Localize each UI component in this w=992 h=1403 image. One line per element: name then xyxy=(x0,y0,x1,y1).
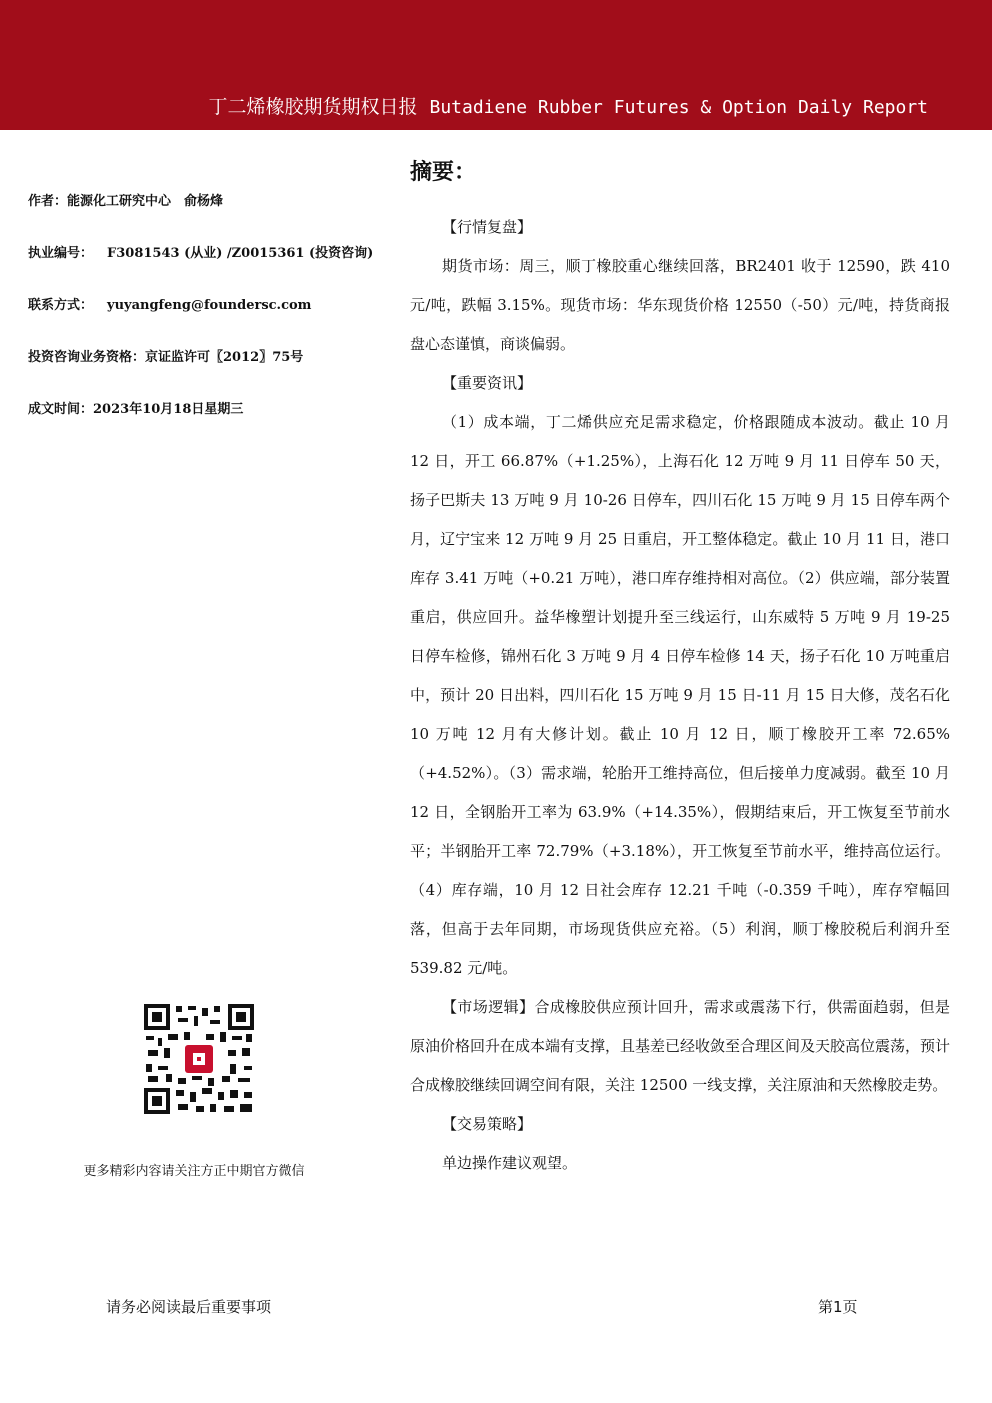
author-value: 能源化工研究中心 俞杨烽 xyxy=(67,194,224,209)
license-label: 执业编号： xyxy=(28,246,94,261)
market-review-heading: 【行情复盘】 xyxy=(442,218,533,236)
qr-code-icon xyxy=(144,1004,254,1114)
date-value: 2023年10月18日星期三 xyxy=(93,402,244,417)
date-label: 成文时间： xyxy=(28,402,94,417)
qr-caption: 更多精彩内容请关注方正中期官方微信 xyxy=(83,1164,305,1179)
author-line xyxy=(28,190,223,209)
market-review-text: 期货市场：周三，顺丁橡胶重心继续回落，BR2401 收于 12590，跌 410 元/吨，跌幅 3.15%。现货市场：华东现货价格 12550（-50）元/吨，持货商报盘心态谨慎，商谈偏弱。 xyxy=(410,257,950,353)
logic-heading: 【市场逻辑】 xyxy=(442,998,535,1016)
contact-email[interactable]: yuyangfeng@foundersc.com xyxy=(107,298,312,313)
strategy-heading: 【交易策略】 xyxy=(442,1115,533,1133)
market-logic-paragraph xyxy=(410,988,950,1105)
report-title-cn: 丁二烯橡胶期货期权日报 xyxy=(208,96,418,118)
logic-text: 合成橡胶供应预计回升，需求或震荡下行，供需面趋弱，但是原油价格回升在成本端有支撑，且基差已经收敛至合理区间及天胶高位震荡，预计合成橡胶继续回调空间有限，关注 12500 一线支撑，关注原油和天然橡胶走势。 xyxy=(410,998,951,1094)
footer-notice: 请务必阅读最后重要事项 xyxy=(106,1298,272,1316)
license-value: F3081543 (从业) /Z0015361 (投资咨询) xyxy=(107,246,374,261)
qualification-line xyxy=(28,346,303,365)
qualification-value: 京证监许可〖2012〗75号 xyxy=(145,350,304,365)
contact-label: 联系方式： xyxy=(28,298,94,313)
news-heading: 【重要资讯】 xyxy=(442,374,533,392)
author-label: 作者： xyxy=(28,194,68,209)
contact-line xyxy=(28,294,311,313)
strategy-text: 单边操作建议观望。 xyxy=(442,1154,578,1172)
report-header xyxy=(0,0,992,130)
license-line xyxy=(28,242,373,261)
summary-title: 摘要： xyxy=(410,160,477,185)
qualification-label: 投资咨询业务资格： xyxy=(28,350,146,365)
summary-body xyxy=(410,208,950,1183)
report-title xyxy=(208,92,928,119)
date-line xyxy=(28,398,243,417)
report-title-en: Butadiene Rubber Futures & Option Daily Report xyxy=(429,97,928,118)
news-text: （1）成本端，丁二烯供应充足需求稳定，价格跟随成本波动。截止 10 月 12 日，开工 66.87%（+1.25%），上海石化 12 万吨 9 月 11 日停车 50 天，扬子巴斯夫 13 万吨 9 月 10-26 日停车，四川石化 15 万吨 9 月 15 日停车两个月，辽宁宝来 12 万吨 9 月 25 日重启，开工整体稳定。截止 10 月 11 日，港口库存 3.41 万吨（+0.21 万吨），港口库存维持相对高位。（2）供应端，部分装置重启，供应回升。益华橡塑计划提升至三线运行，山东威特 5 万吨 9 月 19-25 日停车检修，锦州石化 3 万吨 9 月 4 日停车检修 14 天，扬子石化 10 万吨重启中，预计 20 日出料，四川石化 15 万吨 9 月 15 日-11 月 15 日大修，茂名石化 10 万吨 12 月有大修计划。截止 10 月 12 日，顺丁橡胶开工率 72.65%（+4.52%）。（3）需求端，轮胎开工维持高位，但后接单力度减弱。截至 10 月 12 日，全钢胎开工率为 63.9%（+14.35%），假期结束后，开工恢复至节前水平；半钢胎开工率 72.79%（+3.18%），开工恢复至节前水平，维持高位运行。（4）库存端，10 月 12 日社会库存 12.21 千吨（-0.359 千吨），库存窄幅回落，但高于去年同期，市场现货供应充裕。（5）利润，顺丁橡胶税后利润升至 539.82 元/吨。 xyxy=(410,413,950,977)
page-number: 第1页 xyxy=(818,1298,858,1316)
